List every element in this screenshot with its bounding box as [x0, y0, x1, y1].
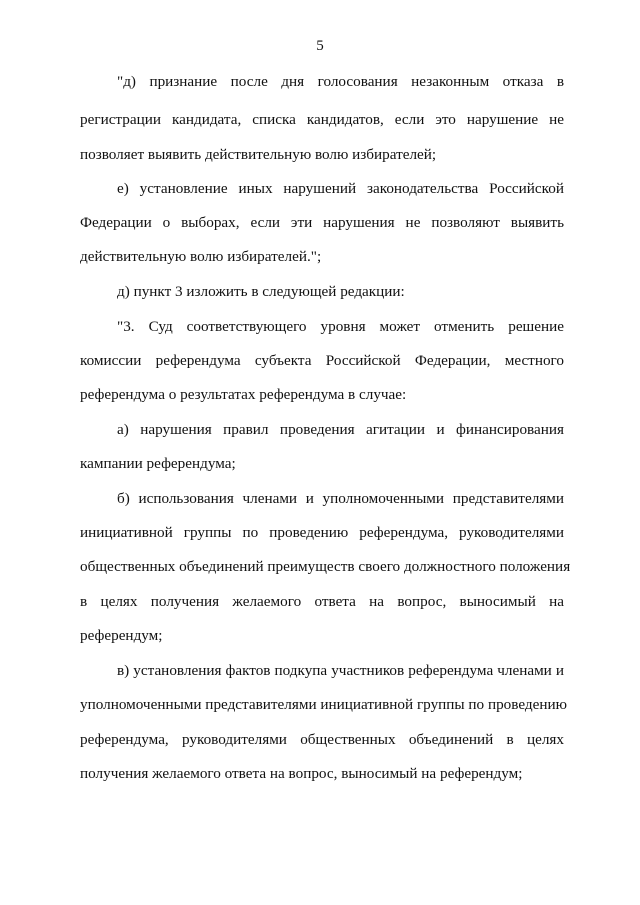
paragraph-line: референдум;: [80, 627, 163, 644]
paragraph-line: е) установление иных нарушений законодательства Российской: [117, 180, 564, 197]
paragraph-line: б) использования членами и уполномоченными представителями: [117, 490, 564, 507]
paragraph-line: общественных объединений преимуществ своего должностного положения: [80, 558, 571, 575]
paragraph-line: "д) признание после дня голосования незаконным отказа в: [117, 73, 564, 90]
paragraph-line: "3. Суд соответствующего уровня может отменить решение: [117, 318, 564, 335]
paragraph-line: действительную волю избирателей.";: [80, 248, 322, 265]
paragraph-line: комиссии референдума субъекта Российской Федерации, местного: [80, 352, 564, 369]
paragraph-line: а) нарушения правил проведения агитации и финансирования: [117, 421, 564, 438]
paragraph-line: в) установления фактов подкупа участников референдума членами и: [117, 662, 564, 679]
paragraph-line: получения желаемого ответа на вопрос, выносимый на референдум;: [80, 765, 523, 782]
paragraph-line: регистрации кандидата, списка кандидатов, если это нарушение не: [80, 111, 564, 128]
paragraph-line: кампании референдума;: [80, 455, 236, 472]
paragraph-line: Федерации о выборах, если эти нарушения не позволяют выявить: [80, 214, 564, 231]
paragraph-line: д) пункт 3 изложить в следующей редакции:: [117, 283, 405, 300]
page-number: 5: [316, 38, 324, 54]
paragraph-line: референдума о результатах референдума в случае:: [80, 386, 407, 403]
paragraph-line: инициативной группы по проведению референдума, руководителями: [80, 524, 564, 541]
paragraph-line: в целях получения желаемого ответа на вопрос, выносимый на: [80, 593, 564, 610]
paragraph-line: уполномоченными представителями инициативной группы по проведению: [80, 696, 567, 713]
paragraph-line: позволяет выявить действительную волю избирателей;: [80, 146, 437, 163]
paragraph-line: референдума, руководителями общественных объединений в целях: [80, 731, 564, 748]
